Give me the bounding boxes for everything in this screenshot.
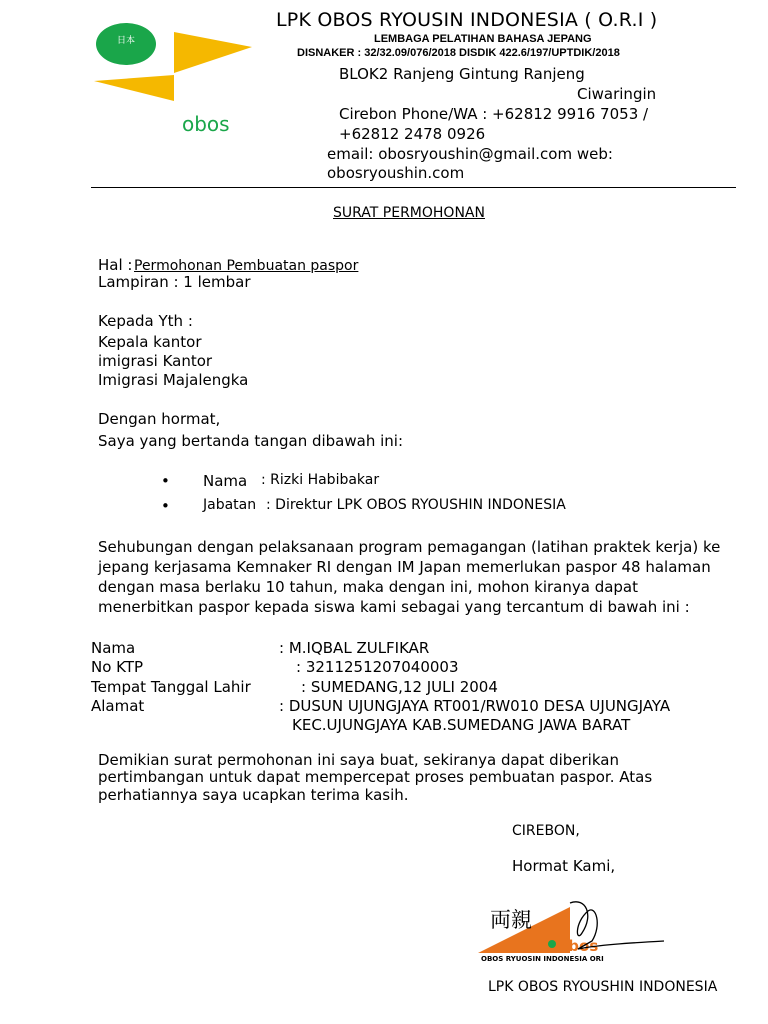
signatory-name: LPK OBOS RYOUSHIN INDONESIA [488, 979, 718, 995]
stamp-green-dot [548, 940, 556, 948]
intro-line: Saya yang bertanda tangan dibawah ini: [98, 432, 403, 450]
attachment-line: Lampiran : 1 lembar [98, 273, 251, 291]
closing-greeting: Hormat Kami, [512, 857, 616, 875]
signer-name-value: : Rizki Habibakar [261, 472, 380, 488]
org-name: LPK OBOS RYOUSIN INDONESIA ( O.R.I ) [276, 9, 658, 31]
logo-badge-text: 日本 [116, 36, 136, 46]
recipient-label: Kepada Yth : [98, 312, 193, 330]
body-line: menerbitkan paspor kepada siswa kami sebagai yang tercantum di bawah ini : [98, 598, 690, 616]
subject-value: Permohonan Pembuatan paspor [134, 258, 359, 274]
logo-yellow-shape-bottom [94, 75, 174, 101]
student-address-label: Alamat [91, 697, 145, 715]
student-name-label: Nama [91, 639, 136, 657]
registration-numbers: DISNAKER : 32/32.09/076/2018 DISDIK 422.6/197/UPTDIK/2018 [297, 47, 620, 59]
city-line: CIREBON, [512, 823, 580, 839]
salutation: Dengan hormat, [98, 410, 221, 428]
subject-label: Hal : [98, 256, 133, 274]
student-birth-label: Tempat Tanggal Lahir [91, 678, 251, 696]
logo-yellow-shape-top [174, 32, 252, 73]
student-ktp-value: : 3211251207040003 [296, 658, 459, 676]
company-stamp-signature [478, 895, 688, 970]
signer-position-value: : Direktur LPK OBOS RYOUSHIN INDONESIA [266, 497, 566, 513]
org-subtitle: LEMBAGA PELATIHAN BAHASA JEPANG [374, 33, 592, 45]
email-line: email: obosryoushin@gmail.com web: [327, 145, 613, 163]
stamp-logo: obos [558, 937, 599, 955]
letterhead-divider [91, 187, 736, 188]
logo-wordmark: obos [182, 112, 230, 136]
signer-position-label: Jabatan [203, 497, 257, 513]
signer-name-label: Nama [203, 472, 248, 490]
student-birth-value: : SUMEDANG,12 JULI 2004 [301, 678, 498, 696]
recipient-line: Imigrasi Majalengka [98, 371, 249, 389]
address-line: BLOK2 Ranjeng Gintung Ranjeng [339, 65, 585, 83]
recipient-line: imigrasi Kantor [98, 352, 213, 370]
phone-line: Cirebon Phone/WA : +62812 9916 7053 / [339, 105, 649, 123]
bullet-icon: • [161, 472, 170, 490]
web-line: obosryoushin.com [327, 164, 465, 182]
student-address-value: KEC.UJUNGJAYA KAB.SUMEDANG JAWA BARAT [292, 716, 631, 734]
body-line: Sehubungan dengan pelaksanaan program pemagangan (latihan praktek kerja) ke [98, 538, 721, 556]
address-line: Ciwaringin [577, 85, 657, 103]
stamp-text: OBOS RYUOSIN INDONESIA ORI [481, 955, 604, 963]
closing-line: pertimbangan untuk dapat mempercepat proses pembuatan paspor. Atas [98, 768, 653, 786]
bullet-icon: • [161, 497, 170, 515]
letter-title: SURAT PERMOHONAN [333, 205, 485, 221]
student-name-value: : M.IQBAL ZULFIKAR [279, 639, 430, 657]
body-line: dengan masa berlaku 10 tahun, maka dengan ini, mohon kiranya dapat [98, 578, 639, 596]
obos-logo [90, 20, 260, 145]
student-address-value: : DUSUN UJUNGJAYA RT001/RW010 DESA UJUNGJAYA [279, 697, 671, 715]
recipient-line: Kepala kantor [98, 333, 202, 351]
phone-line: +62812 2478 0926 [339, 125, 486, 143]
body-line: jepang kerjasama Kemnaker RI dengan IM Japan memerlukan paspor 48 halaman [98, 558, 711, 576]
stamp-kanji: 両親 [490, 908, 532, 932]
student-ktp-label: No KTP [91, 658, 144, 676]
closing-line: perhatiannya saya ucapkan terima kasih. [98, 786, 409, 804]
closing-line: Demikian surat permohonan ini saya buat, sekiranya dapat diberikan [98, 751, 619, 769]
